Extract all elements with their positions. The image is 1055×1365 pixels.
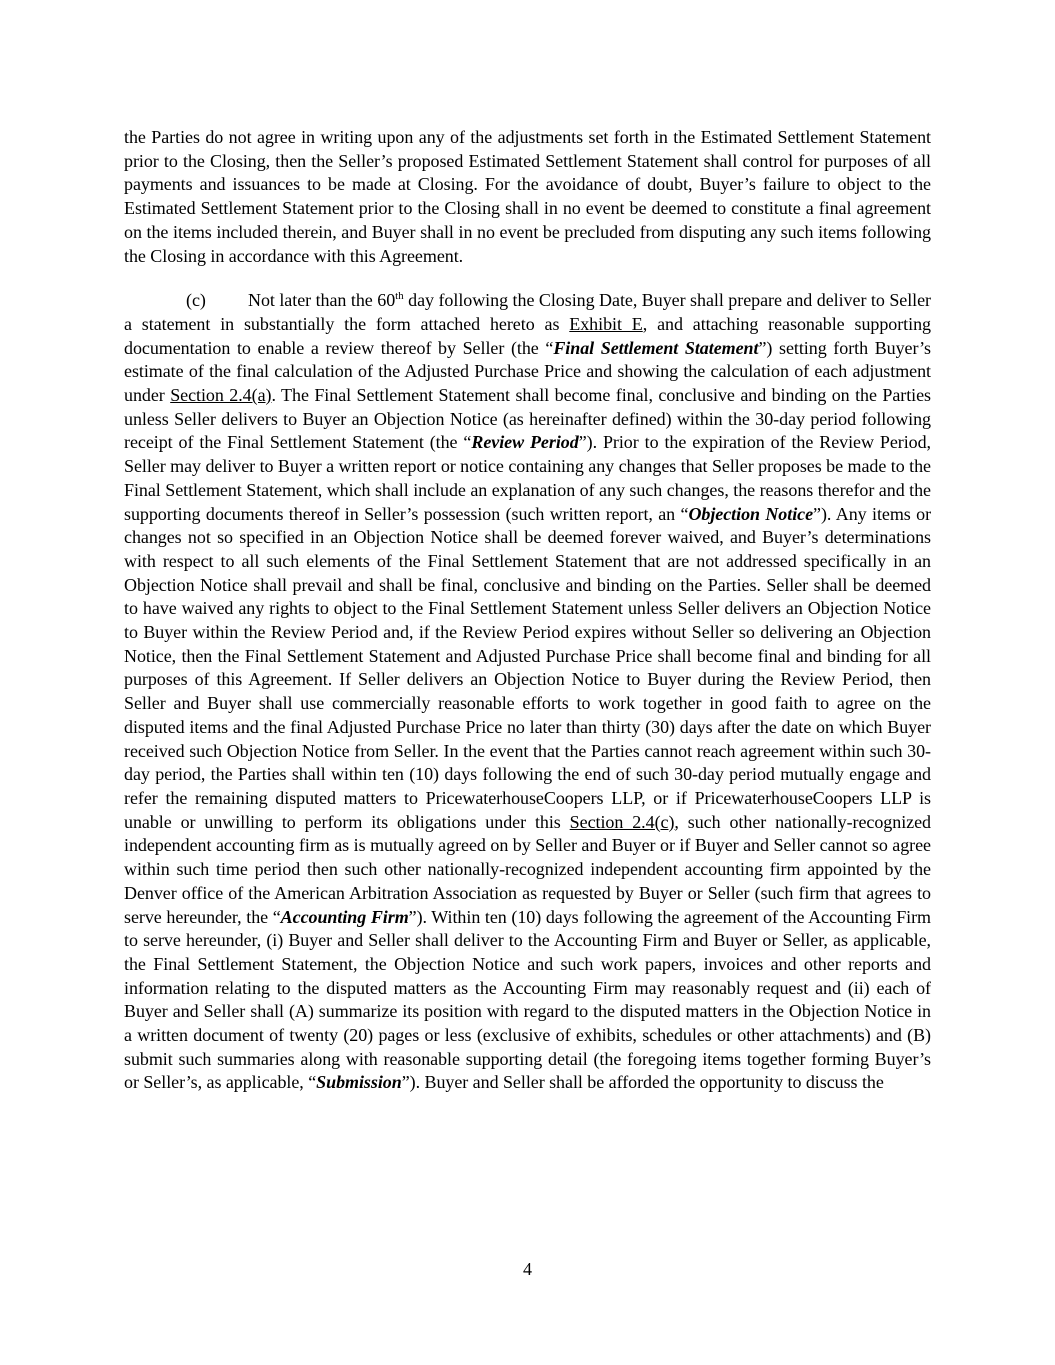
page-number: 4 [523, 1259, 532, 1279]
text-run: ”) setting forth Buyer’s estimate of the final calculation of the Adjusted Purchase Price and showing the calculation of each adjustment under [124, 337, 932, 406]
text-run: ”). Within ten (10) days following the agreement of the Accounting Firm to serve hereunder, (i) Buyer and Seller shall deliver to the Accounting Firm and Buyer or Seller, as applicable, the Final Settlement Statement, the Objection Notice and such work papers, invoices and other reports and information relating to the disputed matters as the Accounting Firm may reasonably request and (ii) each of Buyer and Seller shall (A) summarize its position with regard to the disputed matters in the Objection Notice in a written document of twenty (20) pages or less (exclusive of exhibits, schedules or other attachments) and (B) submit such summaries along with reasonable supporting detail (the foregoing items together forming Buyer’s or Seller’s, as applicable, “ [124, 906, 932, 1093]
ordinal-suffix: th [395, 290, 404, 303]
page-body [124, 126, 931, 1095]
defined-term-review-period: Review Period [471, 432, 579, 453]
text-run: , and attaching reasonable supporting documentation to enable a review thereof by Seller (the “ [124, 313, 931, 358]
defined-term-final-settlement-statement: Final Settlement Statement [553, 337, 759, 358]
paragraph-c [124, 289, 931, 1095]
text-run: ”). Buyer and Seller shall be afforded the opportunity to discuss the [401, 1072, 884, 1093]
exhibit-e-reference: Exhibit E [569, 313, 643, 334]
text-run: Not later than the 60 [248, 290, 396, 311]
defined-term-submission: Submission [316, 1072, 402, 1093]
section-2-4c-reference: Section 2.4(c) [569, 811, 675, 832]
paragraph-b-continuation: the Parties do not agree in writing upon any of the adjustments set forth in the Estimated Settlement Statement prior to the Closing, then the Seller’s proposed Estimated Settlement Statement shall control for purposes of all payments and issuances to be made at Closing. For the avoidance of doubt, Buyer’s failure to object to the Estimated Settlement Statement prior to the Closing shall in no event be deemed to constitute a final agreement on the items included therein, and Buyer shall in no event be precluded from disputing any such items following the Closing in accordance with this Agreement. [124, 127, 931, 266]
text-run: , such other nationally-recognized independent accounting firm as is mutually agreed on by Seller and Buyer or if Buyer and Seller cannot so agree within such time period then such other nationally-recognized independent accounting firm appointed by the Denver office of the American Arbitration Association as requested by Buyer or Seller (such firm that agrees to serve hereunder, the “ [124, 811, 931, 927]
paragraph-c-label: (c) [186, 290, 206, 311]
defined-term-accounting-firm: Accounting Firm [280, 906, 409, 927]
text-run: . The Final Settlement Statement shall become final, conclusive and binding on the Parties unless Seller delivers to Buyer an Objection Notice (as hereinafter defined) within the 30-day period following receipt of the Final Settlement Statement (the “ [124, 385, 931, 453]
text-run: day following the Closing Date, Buyer shall prepare and deliver to Seller a statement in substantially the form attached hereto as [124, 290, 931, 334]
defined-term-objection-notice: Objection Notice [688, 503, 814, 524]
text-run: ”). Any items or changes not so specified in an Objection Notice shall be deemed forever waived, and Buyer’s determinations with respect to all such elements of the Final Settlement Statement that are not addressed specifically in an Objection Notice shall prevail and shall be final, conclusive and binding on the Parties. Seller shall be deemed to have waived any rights to object to the Final Settlement Statement unless Seller delivers an Objection Notice to Buyer within the Review Period and, if the Review Period expires without Seller so delivering an Objection Notice, then the Final Settlement Statement and Adjusted Purchase Price shall become final and binding for all purposes of this Agreement. If Seller delivers an Objection Notice to Buyer during the Review Period, then Seller and Buyer shall use commercially reasonable efforts to work together in good faith to agree on the disputed items and the final Adjusted Purchase Price no later than thirty (30) days after the date on which Buyer received such Objection Notice from Seller. In the event that the Parties cannot reach agreement within such 30-day period, the Parties shall within ten (10) days following the end of such 30-day period mutually engage and refer the remaining disputed matters to PricewaterhouseCoopers LLP, or if PricewaterhouseCoopers LLP is unable or unwilling to perform its obligations under this [124, 503, 932, 832]
section-2-4a-reference: Section 2.4(a) [170, 385, 272, 406]
text-run: ”). Prior to the expiration of the Review Period, Seller may deliver to Buyer a written report or notice containing any changes that Seller proposes be made to the Final Settlement Statement, which shall include an explanation of any such changes, the reasons therefor and the supporting documents thereof in Seller’s possession (such written report, an “ [124, 432, 932, 524]
